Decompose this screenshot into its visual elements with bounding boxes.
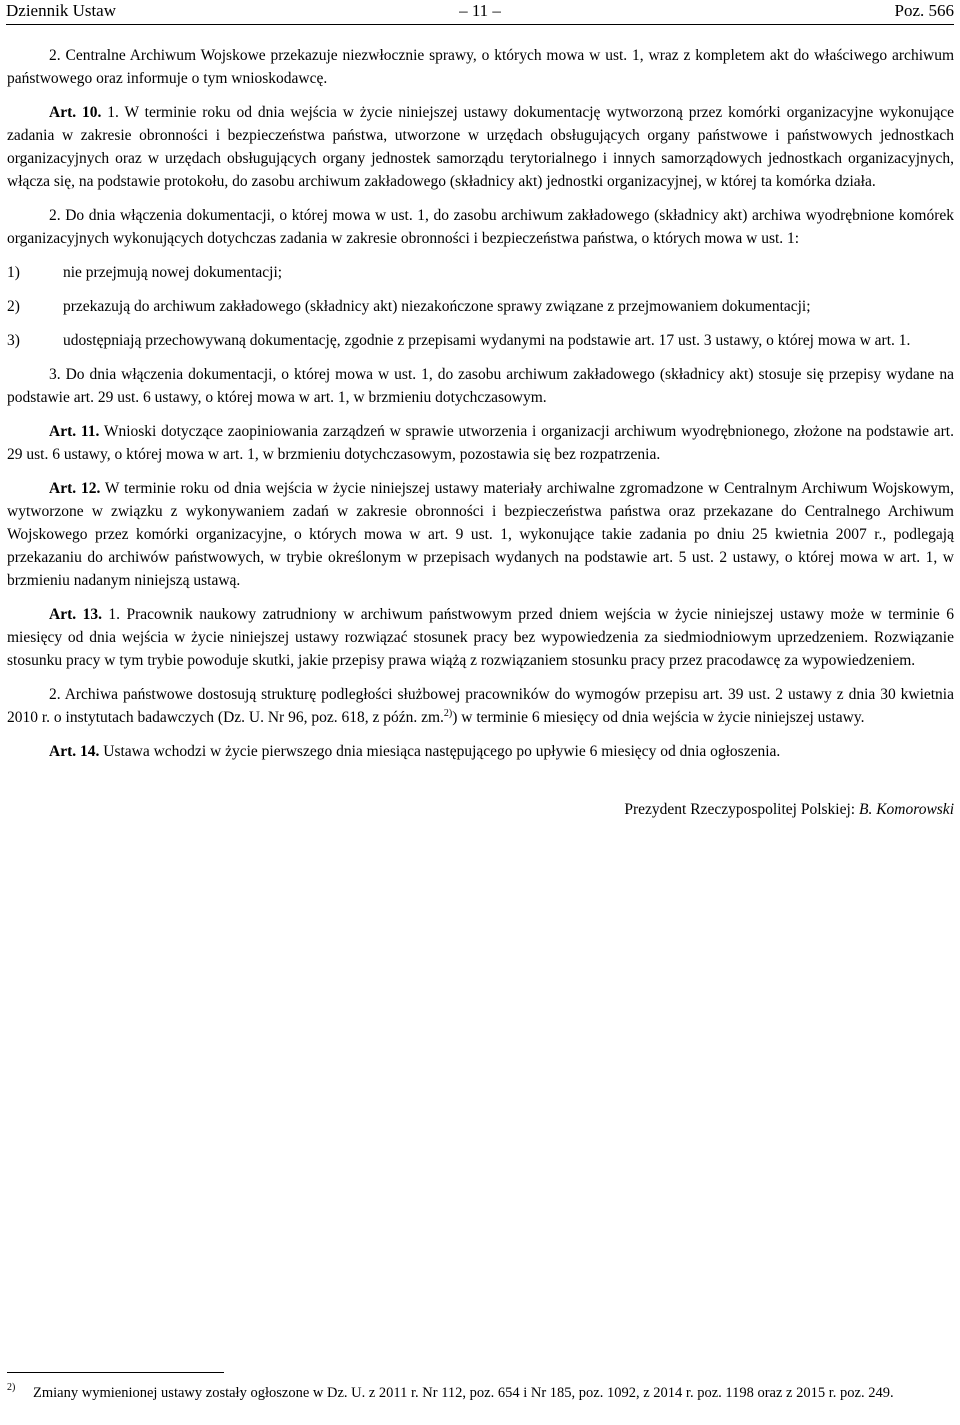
paragraph-art10-2: 2. Do dnia włączenia dokumentacji, o której mowa w ust. 1, do zasobu archiwum zakładowego (składnicy akt) archiwa wyodrębnione komórek organizacyjnych wykonujących dotychczas zadania w zakresie obronności i bezpieczeństwa państwa, o których mowa w ust. 1:	[7, 207, 954, 247]
article-12	[7, 477, 954, 592]
page-header	[6, 0, 954, 25]
journal-title: Dziennik Ustaw	[6, 1, 117, 20]
article-text: Ustawa wchodzi w życie pierwszego dnia miesiąca następującego po upływie 6 miesięcy od dnia ogłoszenia.	[99, 743, 781, 760]
list-item-number: 2)	[7, 298, 20, 315]
list-item-text: udostępniają przechowywaną dokumentację, zgodnie z przepisami wydanymi na podstawie art. 17 ust. 3 ustawy, o której mowa w art. 1.	[63, 332, 911, 349]
footnote-reference: 2)	[443, 707, 453, 719]
article-label: Art. 11.	[49, 423, 100, 440]
list-item	[7, 329, 954, 352]
list-item-number: 1)	[7, 264, 20, 281]
document-body	[7, 44, 954, 832]
paragraph-art13-2	[7, 683, 954, 729]
article-label: Art. 10.	[49, 104, 102, 121]
footnote-mark: 2)	[7, 1382, 16, 1393]
signature-prefix: Prezydent Rzeczypospolitej Polskiej:	[624, 801, 859, 818]
signature	[7, 798, 954, 821]
list-item-text: przekazują do archiwum zakładowego (składnicy akt) niezakończone sprawy związane z przejmowaniem dokumentacji;	[63, 298, 811, 315]
footnote	[7, 1382, 954, 1404]
article-label: Art. 12.	[49, 480, 101, 497]
article-13	[7, 603, 954, 672]
list-item-number: 3)	[7, 332, 20, 349]
article-label: Art. 13.	[49, 606, 102, 623]
article-text: 1. W terminie roku od dnia wejścia w życie niniejszej ustawy dokumentację wytworzoną przez komórki organizacyjne wykonujące zadania w zakresie obronności i bezpieczeństwa państwa, utworzone w urzędach obsługujących organy państwowe i państwowych jednostkach organizacyjnych oraz w urzędach obsługujących organy jednostek samorządu terytorialnego i innych samorządowych jednostkach organizacyjnych, włącza się, na podstawie protokołu, do zasobu archiwum zakładowego (składnicy akt) jednostki organizacyjnej, w której ta komórka działa.	[7, 104, 954, 190]
paragraph-art9-2: 2. Centralne Archiwum Wojskowe przekazuje niezwłocznie sprawy, o których mowa w ust. 1, wraz z kompletem akt do właściwego archiwum państwowego oraz informuje o tym wnioskodawcę.	[7, 47, 954, 87]
paragraph-text-end: ) w terminie 6 miesięcy od dnia wejścia w życie niniejszej ustawy.	[452, 709, 865, 726]
page-number: – 11 –	[459, 1, 501, 20]
article-14	[7, 740, 954, 763]
article-text: Wnioski dotyczące zaopiniowania zarządzeń w sprawie utworzenia i organizacji archiwum wyodrębnionego, złożone na podstawie art. 29 ust. 6 ustawy, o której mowa w art. 1, w brzmieniu dotychczasowym, pozostawia się bez rozpatrzenia.	[7, 423, 954, 463]
list-item	[7, 295, 954, 318]
article-11	[7, 420, 954, 466]
article-text: W terminie roku od dnia wejścia w życie niniejszej ustawy materiały archiwalne zgromadzone w Centralnym Archiwum Wojskowym, wytworzone w związku z wykonywaniem zadań w zakresie obronności i bezpieczeństwa państwa oraz przekazane do Centralnego Archiwum Wojskowego przez komórki organizacyjne, o których mowa w art. 9 ust. 1, wykonujące takie zadania po dniu 25 kwietnia 2007 r., podlegają przekazaniu do archiwów państwowych, w trybie określonym w przepisach wydanych na podstawie art. 5 ust. 2 ustawy, o której mowa w art. 1, w brzmieniu nadanym niniejszą ustawą.	[7, 480, 954, 589]
article-label: Art. 14.	[49, 743, 100, 760]
paragraph-text: 2. Archiwa państwowe dostosują strukturę podległości służbowej pracowników do wymogów przepisu art. 39 ust. 2 ustawy z dnia 30 kwietnia 2010 r. o instytutach badawczych (Dz. U. Nr 96, poz. 618, z późn. zm.	[7, 686, 954, 726]
article-10	[7, 101, 954, 193]
position-number: Poz. 566	[894, 1, 954, 20]
list-item	[7, 261, 954, 284]
article-text: 1. Pracownik naukowy zatrudniony w archiwum państwowym przed dniem wejścia w życie niniejszej ustawy może w terminie 6 miesięcy od dnia wejścia w życie niniejszej ustawy rozwiązać stosunek pracy bez wypowiedzenia za siedmiodniowym uprzedzeniem. Rozwiązanie stosunku pracy w tym trybie powoduje skutki, jakie przepisy prawa wiążą z rozwiązaniem stosunku pracy przez pracodawcę za wypowiedzeniem.	[7, 606, 954, 669]
list-item-text: nie przejmują nowej dokumentacji;	[63, 264, 283, 281]
signature-name: B. Komorowski	[858, 801, 954, 818]
footnote-divider	[7, 1372, 224, 1373]
paragraph-art10-3: 3. Do dnia włączenia dokumentacji, o której mowa w ust. 1, do zasobu archiwum zakładowego (składnicy akt) stosuje się przepisy wydane na podstawie art. 29 ust. 6 ustawy, o której mowa w art. 1, w brzmieniu dotychczasowym.	[7, 366, 954, 406]
footnote-text: Zmiany wymienionej ustawy zostały ogłoszone w Dz. U. z 2011 r. Nr 112, poz. 654 i Nr 185, poz. 1092, z 2014 r. poz. 1198 oraz z 2015 r. poz. 249.	[33, 1385, 894, 1401]
